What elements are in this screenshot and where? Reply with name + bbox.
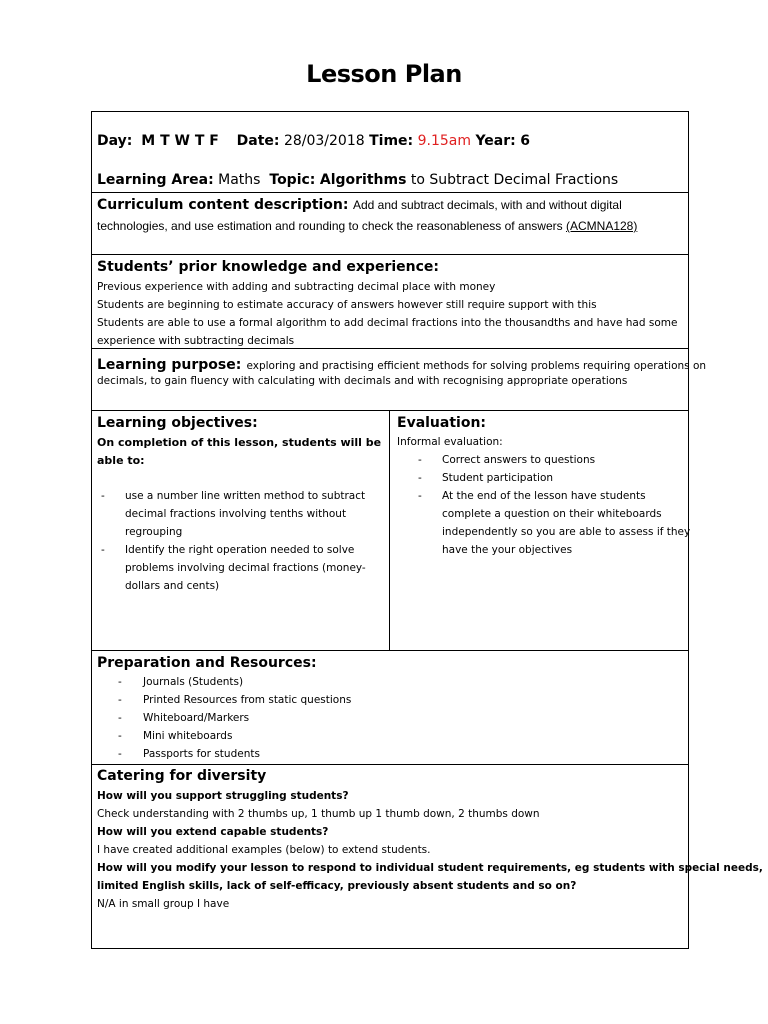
date-label: Date: [236,133,280,149]
area-value: Maths [218,172,261,188]
curriculum-line-2 [97,219,637,233]
curriculum-line-1 [97,196,622,214]
row-divider [92,192,688,193]
evaluation-intro: Informal evaluation: [397,436,503,448]
curriculum-code-link[interactable]: (ACMNA128) [565,219,638,233]
purpose-line-1 [97,354,706,373]
bullet-dash: - [118,712,122,724]
column-divider [389,410,390,650]
prior-line: Students are able to use a formal algorithm to add decimal fractions into the thousandths and have had some [97,317,678,329]
bullet-dash: - [118,748,122,760]
bullet-dash: - [118,694,122,706]
lesson-plan-table [91,111,763,949]
row-divider [92,254,688,255]
resources-heading: Preparation and Resources: [97,655,317,671]
resource-item: Whiteboard/Markers [143,712,250,724]
year-value: 6 [520,133,530,149]
purpose-text-2: decimals, to gain fluency with calculating with decimals and with recognising appropriate operations [97,375,628,387]
bullet-dash: - [418,490,422,502]
row-divider [92,764,688,765]
diversity-question: limited English skills, lack of self-efficacy, previously absent students and so on? [97,880,577,892]
objective-item-line: use a number line written method to subtract [125,490,366,502]
evaluation-item-line: Correct answers to questions [442,454,596,466]
bullet-dash: - [418,454,422,466]
prior-knowledge-heading: Students’ prior knowledge and experience: [97,259,440,275]
day-label: Day: [97,133,133,149]
diversity-answer: Check understanding with 2 thumbs up, 1 thumb up 1 thumb down, 2 thumbs down [97,808,540,820]
bullet-dash: - [418,472,422,484]
diversity-question: How will you support struggling students? [97,790,349,802]
evaluation-heading: Evaluation: [397,415,487,431]
objective-item-line: Identify the right operation needed to solve [125,544,355,556]
diversity-question: How will you modify your lesson to respond to individual student requirements, eg students with special needs, [97,862,763,874]
prior-line: experience with subtracting decimals [97,335,295,347]
purpose-label: Learning purpose: [97,357,242,373]
resource-item: Mini whiteboards [143,730,233,742]
bullet-dash: - [101,490,105,502]
curriculum-label: Curriculum content description: [97,197,349,213]
curriculum-text-1: Add and subtract decimals, with and without digital [352,198,622,212]
objectives-heading: Learning objectives: [97,415,258,431]
topic-rest: to Subtract Decimal Fractions [410,172,619,188]
row-divider [92,410,688,411]
page-title: Lesson Plan [306,60,462,88]
purpose-text-1: exploring and practising efficient methods for solving problems requiring operations on [246,360,707,372]
day-value: M T W T F [141,133,219,149]
objective-item-line: dollars and cents) [125,580,220,592]
topic-label: Topic: [269,172,316,188]
row-divider [92,650,688,651]
resource-item: Journals (Students) [143,676,244,688]
header-line-2 [97,172,618,188]
evaluation-item-line: At the end of the lesson have students [442,490,646,502]
prior-line: Previous experience with adding and subtracting decimal place with money [97,281,496,293]
diversity-answer: I have created additional examples (below) to extend students. [97,844,431,856]
row-divider [92,348,688,349]
objective-item-line: problems involving decimal fractions (money- [125,562,366,574]
date-value: 28/03/2018 [283,133,365,149]
bullet-dash: - [101,544,105,556]
topic-bold: Algorithms [319,172,407,188]
bullet-dash: - [118,730,122,742]
time-value: 9.15am [417,133,471,149]
evaluation-item-line: Student participation [442,472,554,484]
resource-item: Passports for students [143,748,260,760]
diversity-question: How will you extend capable students? [97,826,329,838]
resource-item: Printed Resources from static questions [143,694,352,706]
prior-line: Students are beginning to estimate accuracy of answers however still require support with this [97,299,597,311]
diversity-answer: N/A in small group I have [97,898,230,910]
objectives-intro-1: On completion of this lesson, students will be [97,436,382,449]
objective-item-line: decimal fractions involving tenths without [125,508,347,520]
bullet-dash: - [118,676,122,688]
year-label: Year: [475,133,516,149]
evaluation-item-line: independently so you are able to assess if they [442,526,691,538]
objectives-intro-2: able to: [97,454,145,467]
diversity-heading: Catering for diversity [97,768,267,784]
curriculum-text-2: technologies, and use estimation and rounding to check the reasonableness of answers [97,219,563,233]
time-label: Time: [369,133,414,149]
evaluation-item-line: have the your objectives [442,544,573,556]
area-label: Learning Area: [97,172,214,188]
header-line-1 [97,133,530,149]
evaluation-item-line: complete a question on their whiteboards [442,508,662,520]
objective-item-line: regrouping [125,526,183,538]
